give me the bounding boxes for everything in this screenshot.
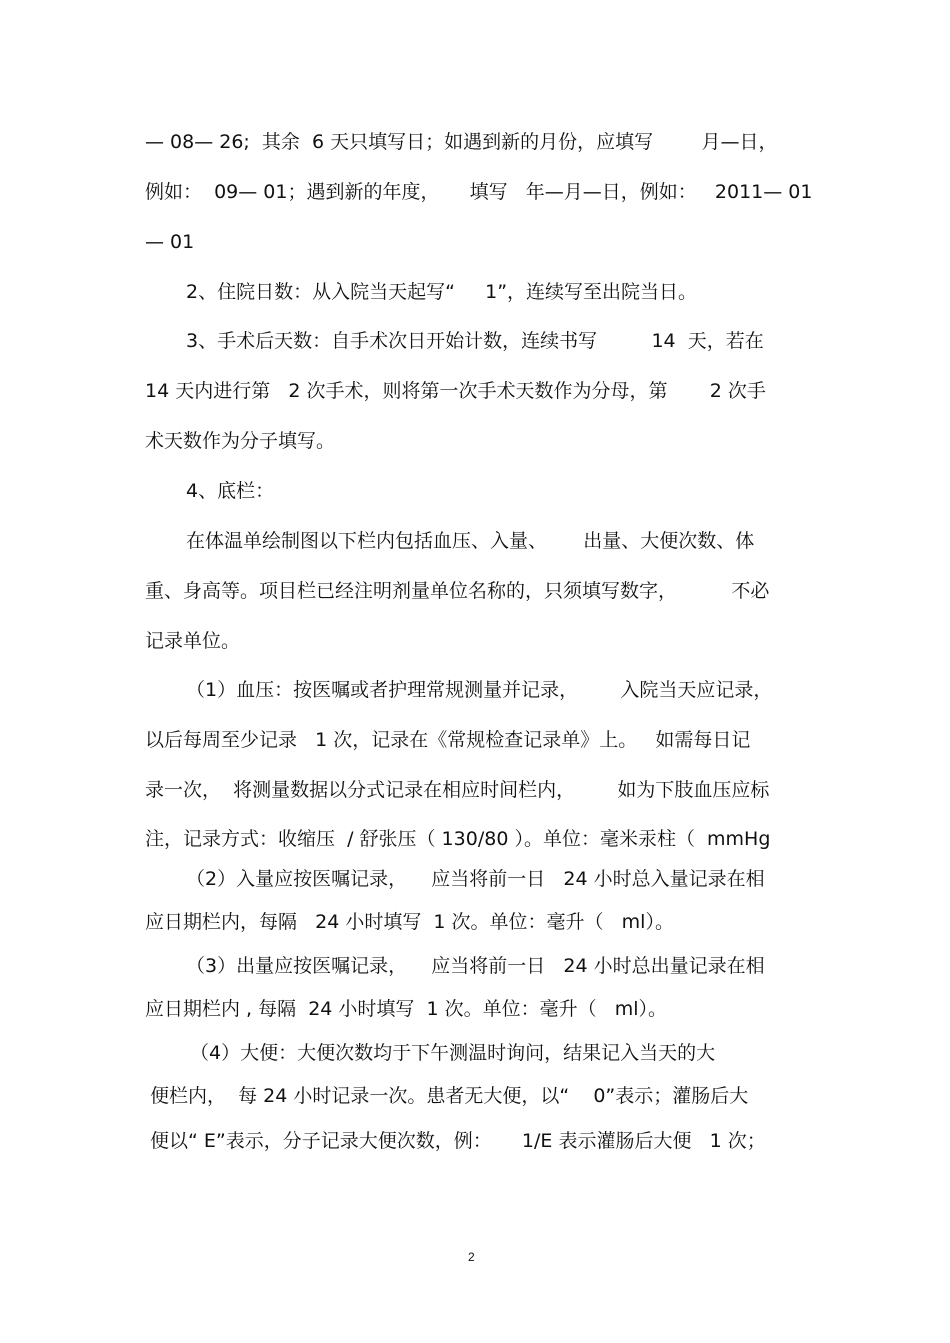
text-line: 便以“ E”表示，分子记录大便次数，例： 1/E 表示灌肠后大便 1 次； [150, 1130, 766, 1152]
page-number: 2 [468, 1250, 475, 1264]
text-line: — 01 [145, 231, 195, 253]
text-line: 注，记录方式：收缩压 / 舒张压（ 130/80 ）。单位：毫米汞柱（ mmHg [145, 828, 771, 850]
text-line: 应日期栏内 , 每隔 24 小时填写 1 次。单位：毫升（ ml）。 [145, 998, 668, 1020]
text-line: 3、手术后天数：自手术次日开始计数，连续书写 14 天，若在 [186, 330, 764, 352]
text-line: 2、住院日数：从入院当天起写“ 1”，连续写至出院当日。 [186, 281, 698, 303]
text-line: 在体温单绘制图以下栏内包括血压、入量、 出量、大便次数、体 [186, 530, 755, 552]
text-line: （3）出量应按医嘱记录， 应当将前一日 24 小时总出量记录在相 [186, 955, 765, 977]
text-line: 以后每周至少记录 1 次，记录在《常规检查记录单》上。 如需每日记 [145, 729, 751, 751]
text-line: （4）大便：大便次数均于下午测温时询问，结果记入当天的大 [190, 1042, 716, 1064]
text-line: — 08— 26; 其余 6 天只填写日；如遇到新的月份，应填写 月—日， [145, 131, 778, 153]
text-line: 重、身高等。项目栏已经注明剂量单位名称的，只须填写数字， 不必 [145, 580, 770, 602]
text-line: 4、底栏： [186, 480, 275, 502]
text-line: 例如： 09— 01；遇到新的年度， 填写 年—月—日，例如： 2011— 01 [145, 181, 813, 203]
text-line: （1）血压：按医嘱或者护理常规测量并记录， 入院当天应记录， [186, 679, 773, 701]
text-line: 录一次， 将测量数据以分式记录在相应时间栏内， 如为下肢血压应标 [145, 779, 770, 801]
text-line: 术天数作为分子填写。 [145, 430, 336, 452]
text-line: 记录单位。 [145, 630, 241, 652]
text-line: （2）入量应按医嘱记录， 应当将前一日 24 小时总入量记录在相 [186, 868, 765, 890]
text-line: 14 天内进行第 2 次手术，则将第一次手术天数作为分母，第 2 次手 [145, 380, 766, 402]
text-line: 应日期栏内，每隔 24 小时填写 1 次。单位：毫升（ ml）。 [145, 911, 674, 933]
text-line: 便栏内， 每 24 小时记录一次。患者无大便，以“ 0”表示；灌肠后大 [150, 1085, 749, 1107]
